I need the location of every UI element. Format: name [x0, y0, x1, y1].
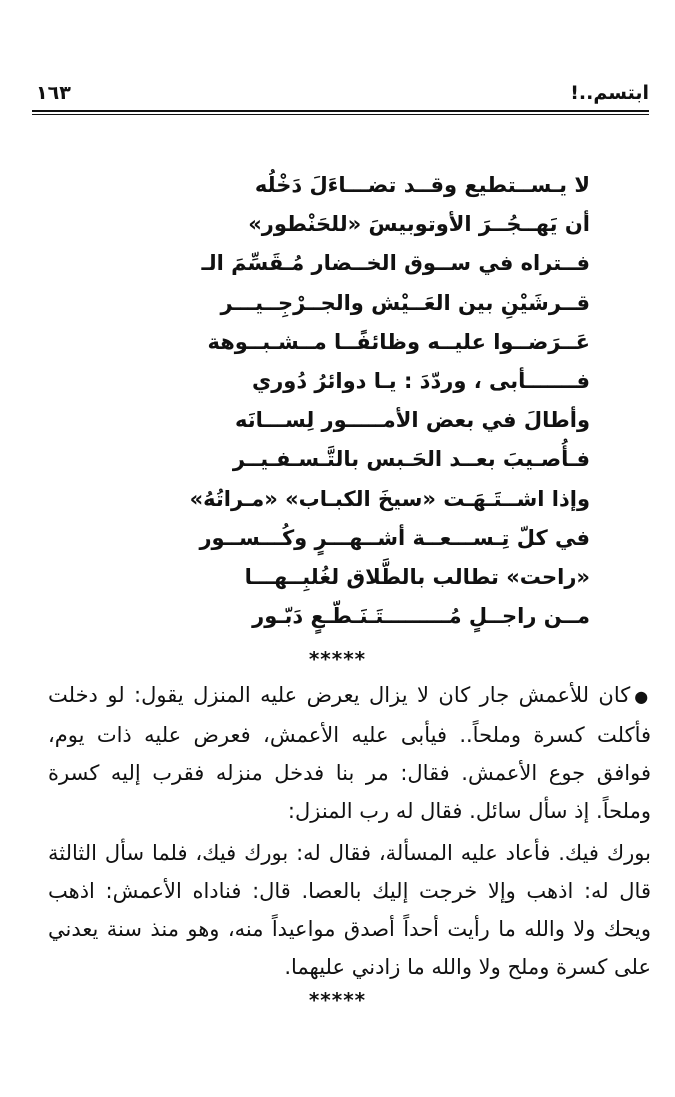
poem-verse: فـأُصـيبَ بعــد الحَـبس بالتَّـسـفـيــر	[232, 447, 590, 472]
poem-verse: عَــرَضــوا عليــه وظائفًــا مــشـبــوهة	[207, 329, 590, 354]
poem-verse: فــتراه في ســوق الخــضار مُـقَسِّمَ الـ	[201, 251, 590, 276]
paragraph-text: كان للأعمش جار كان لا يزال يعرض عليه المنزل يقول: لو دخلت فأكلت كسرة وملحاً.. فيأبى عليه الأعمش، فعرض عليه ذات يوم، فوافق جوع الأعمش. فقال: مر بنا فدخل منزله فقرب إليه كسرة وملحاً. إذ سأل سائل. فقال له رب المنزل:	[48, 683, 651, 823]
page-number: ١٦٣	[36, 82, 71, 104]
poem-verse: فـــــــأبى ، وردّدَ : يـا دوائرُ دُوري	[251, 368, 590, 393]
poem-verse: وأطالَ في بعض الأمـــــور لِســـانَه	[234, 408, 590, 433]
poem-verse: مــن راجــلٍ مُـــــــــتَـنَـطّـعٍ دَبّـور	[252, 604, 590, 629]
section-separator: *****	[308, 988, 367, 1012]
paragraph-text: بورك فيك. فأعاد عليه المسألة، فقال له: بورك فيك، فلما سأل الثالثة قال له: اذهب وإلا خرجت إليك بالعصا. قال: فناداه الأعمش: اذهب ويحك ولا والله ما رأيت أحداً أصدق مواعيداً منه، وهو منذ سنة يعدني على كسرة وملح ولا والله ما زادني عليهما.	[48, 841, 651, 979]
running-title: ابتسم..!	[570, 82, 649, 104]
page-header	[32, 80, 649, 108]
poem-verse: أن يَهــجُــرَ الأوتوبيسَ «للحَنْطور»	[248, 212, 590, 237]
poem-verse: لا يـســتطيع وقــد تضـــاءَلَ دَخْلُه	[254, 173, 590, 197]
header-rule	[32, 110, 649, 112]
bullet-icon: ●	[634, 687, 651, 706]
anecdote-paragraph	[48, 834, 651, 986]
poem-verse: «راحت» تطالب بالطَّلاق لغُلبِــهـــا	[244, 564, 590, 589]
poem-verse: وإذا اشــتَـهَـت «سيخَ الكبـاب» «مـراتُهُ»	[189, 486, 590, 511]
header-rule-thin	[32, 114, 649, 115]
section-separator: *****	[308, 647, 367, 671]
poem-verse: قــرشَيْنِ بين العَــيْش والجــرْجِــيـــر	[220, 290, 590, 315]
poem-verse: في كلّ تِـســـعــة أشــهـــرٍ وكُـــســور	[199, 525, 590, 550]
poem	[100, 166, 590, 636]
anecdote-paragraph	[48, 676, 651, 830]
